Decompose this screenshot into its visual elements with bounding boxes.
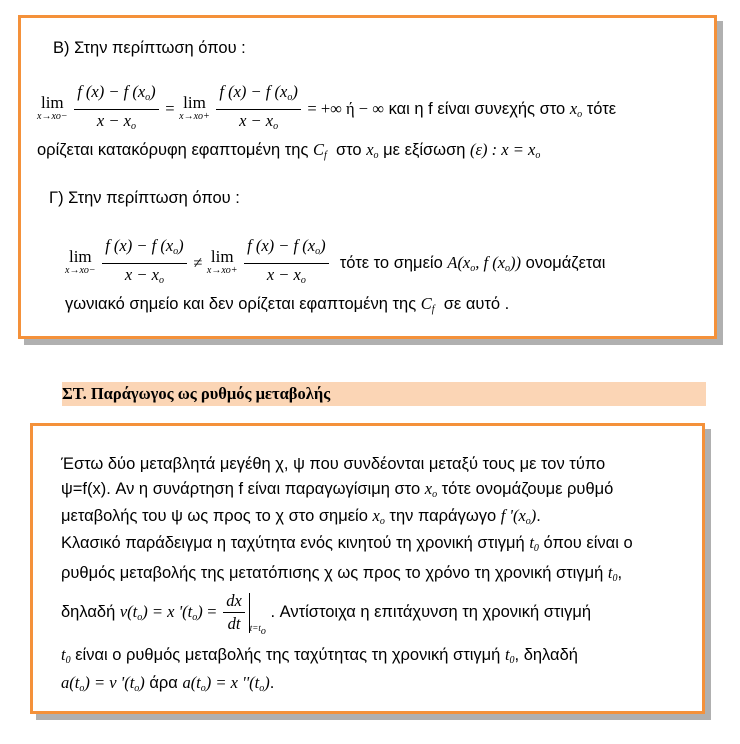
rate-of-change-box: [30, 423, 705, 714]
case-b-line2: ορίζεται κατακόρυφη εφαπτομένη της $C_f$ στο $x_o$ με εξίσωση (ε) : $x = x_o$: [37, 140, 541, 161]
case-b-heading: Β) Στην περίπτωση όπου :: [53, 39, 246, 57]
rate-line-6: δηλαδή $v(t_o) = x$ '$(t_o)$ = $\frac{dx}{dt}$ $_{t=t_o}$ . Αντίστοιχα η επιτάχυνση τη χρονική στιγμή: [61, 591, 592, 637]
rate-line-4: Κλασικό παράδειγμα η ταχύτητα ενός κινητού τη χρονική στιγμή $t_0$ όπου είναι ο: [61, 533, 633, 554]
rate-line-5: ρυθμός μεταβολής της μετατόπισης χ ως προς το χρόνο τη χρονική στιγμή $t_0$,: [61, 563, 623, 584]
section-title: ΣΤ. Παράγωγος ως ρυθμός μεταβολής: [62, 384, 331, 403]
rate-line-2: ψ=f(x). Αν η συνάρτηση f είναι παραγωγίσιμη στο $x_o$ τότε ονομάζουμε ρυθμό: [61, 479, 614, 500]
lim-right: lim x→xo+: [179, 92, 210, 122]
cases-box: [18, 15, 717, 339]
fraction-left: $\frac{f (x) - f (x_o)}{x - x_o}$: [74, 82, 158, 137]
limit-result: = +∞ ή − ∞: [307, 98, 384, 118]
rate-line-3: μεταβολής του ψ ως προς το χ στο σημείο $x_o$ την παράγωγο f '$(x_o)$.: [61, 506, 541, 527]
section-header: [62, 382, 706, 406]
lim-left: lim x→xo−: [37, 92, 68, 122]
rate-line-8: $a(t_o) = v$ '$(t_o)$ άρα $a(t_o) = x$ ''$(t_o)$.: [61, 673, 275, 694]
rate-line-7: $t_0$ είναι ο ρυθμός μεταβολής της ταχύτητας τη χρονική στιγμή $t_0$, δηλαδή: [61, 645, 578, 666]
fraction-right: $\frac{f (x) - f (x_o)}{x - x_o}$: [216, 82, 300, 137]
case-c-heading: Γ) Στην περίπτωση όπου :: [49, 189, 240, 207]
case-b-formula: lim x→xo− $\frac{f (x) - f (x_o)}{x - x_o}$ = lim x→xo+ $\frac{f (x) - f (x_o)}{x - x_o}$ = +∞ ή − ∞ και η f είναι συνεχής στο $x_o$ τότε: [37, 82, 616, 137]
rate-line-1: Έστω δύο μεταβλητά μεγέθη χ, ψ που συνδέονται μεταξύ τους με τον τύπο: [61, 455, 606, 473]
case-c-line2: γωνιακό σημείο και δεν ορίζεται εφαπτομένη της $C_f$ σε αυτό .: [65, 294, 510, 315]
case-c-formula: lim x→xo− $\frac{f (x) - f (x_o)}{x - x_o}$ ≠ lim x→xo+ $\frac{f (x) - f (x_o)}{x - x_o}$ τότε το σημείο $A(x_o$, f $(x_o)$) ονομάζεται: [65, 236, 606, 286]
